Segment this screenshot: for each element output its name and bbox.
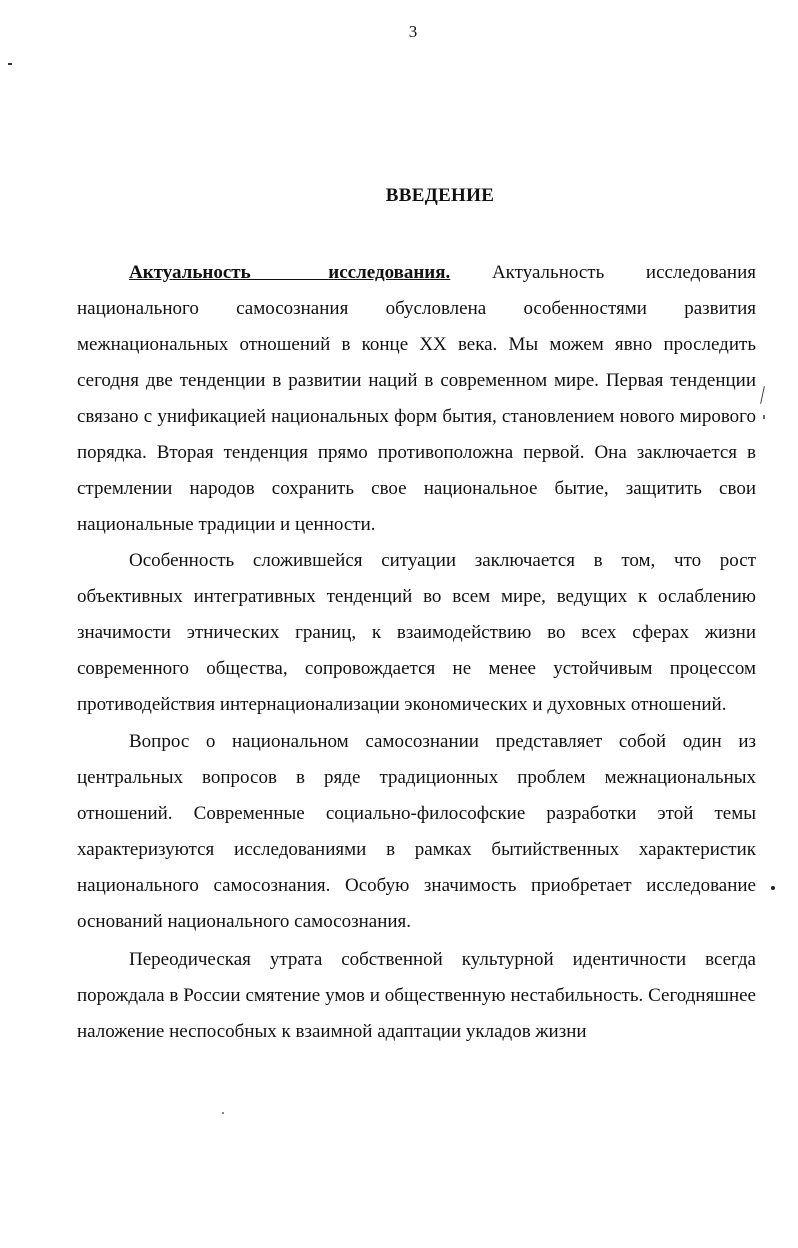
paragraph-identity: Переодическая утрата собственной культурной идентичности всегда порождала в России смятение умов и общественную нестабильность. Сегодняшнее наложение неспособных к взаимной адаптации укладов жизни: [77, 949, 756, 1042]
paragraph-relevance: [77, 255, 756, 543]
scan-mark: [771, 886, 775, 890]
scan-mark: [763, 415, 765, 419]
page-number: 3: [408, 22, 418, 41]
paragraph-text: Актуальность исследования национального самосознания обусловлена особенностями развития межнациональных отношений в конце XX века. Мы можем явно проследить сегодня две тенденции в развитии наций в современном мире. Первая тенденции связано с унификацией национальных форм бытия, становлением нового мирового порядка. Вторая тенденция прямо противоположна первой. Она заключается в стремлении народов сохранить свое национальное бытие, защитить свои национальные традиции и ценности.: [77, 262, 756, 535]
relevance-heading: Актуальность исследования.: [129, 262, 451, 283]
paragraph-situation: Особенность сложившейся ситуации заключается в том, что рост объективных интегративных тенденций во всем мире, ведущих к ослаблению значимости этнических границ, к взаимодействию во всех сферах жизни современного общества, сопровождается не менее устойчивым процессом противодействия интернационализации экономических и духовных отношений.: [77, 550, 756, 715]
scan-mark: [760, 386, 765, 404]
scan-mark: [8, 63, 12, 65]
page-title: ВВЕДЕНИЕ: [385, 185, 495, 206]
document-body: [77, 255, 756, 1050]
scan-mark: [222, 1112, 224, 1114]
paragraph-question: Вопрос о национальном самосознании представляет собой один из центральных вопросов в ряде традиционных проблем межнациональных отношений. Современные социально-философские разработки этой темы характеризуются исследованиями в рамках бытийственных характеристик национального самосознания. Особую значимость приобретает исследование оснований национального самосознания.: [77, 731, 756, 932]
